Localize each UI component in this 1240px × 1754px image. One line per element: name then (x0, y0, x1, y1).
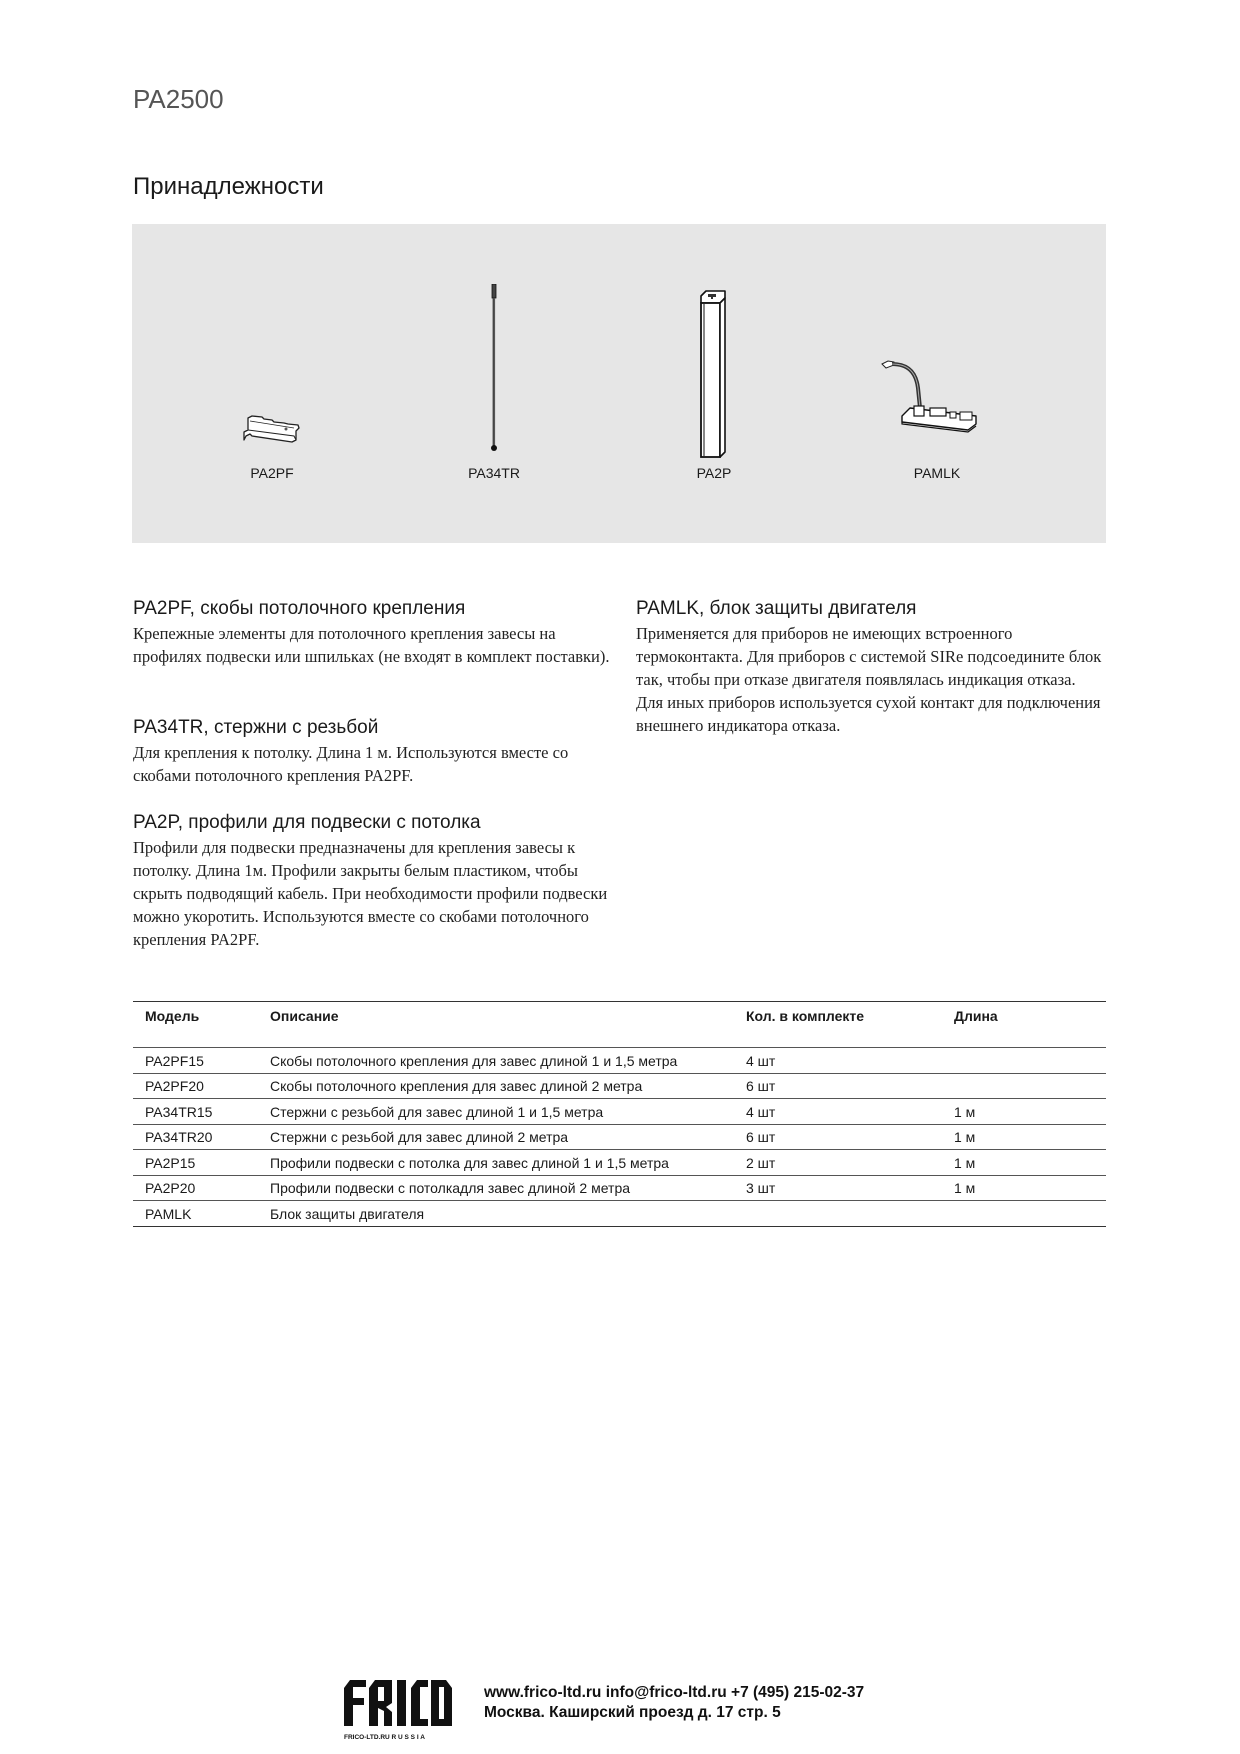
document-code: PA2500 (133, 84, 224, 114)
table-row (133, 1124, 1106, 1150)
description-heading: PA34TR, стержни с резьбой (133, 717, 379, 738)
description-heading: PAMLK, блок защиты двигателя (636, 598, 917, 619)
cell-length: 1 м (954, 1129, 976, 1146)
section-title: Принадлежности (133, 173, 324, 200)
cell-description: Скобы потолочного крепления для завес длиной 2 метра (270, 1078, 643, 1095)
table-row (133, 1099, 1106, 1125)
threaded-rod-icon (489, 284, 499, 454)
product-gallery (132, 224, 1106, 543)
cell-length: 1 м (954, 1103, 976, 1120)
table-row (133, 1150, 1106, 1176)
gallery-label-pa34tr: PA34TR (468, 465, 520, 481)
cell-description: Блок защиты двигателя (270, 1205, 425, 1222)
description-body: Крепежные элементы для потолочного крепления завесы на профилях подвески или шпильках (не входят в комплект поставки). (133, 624, 610, 666)
description-body: Для крепления к потолку. Длина 1 м. Используются вместе со скобами потолочного крепления PA2PF. (133, 743, 569, 785)
cell-length: 1 м (954, 1180, 976, 1197)
cell-description: Скобы потолочного крепления для завес длиной 1 и 1,5 метра (270, 1052, 678, 1069)
description-body: Применяется для приборов не имеющих встроенного термоконтакта. Для приборов с системой SIRe подсоедините блок так, чтобы при отказе двигателя появлялась индикация отказа. Для иных приборов используется сухой контакт для подключения внешнего индикатора отказа. (636, 624, 1102, 735)
description-pa2p (133, 811, 613, 951)
cell-description: Профили подвески с потолкадля завес длиной 2 метра (270, 1180, 631, 1197)
table-row (133, 1048, 1106, 1074)
description-pa34tr (133, 716, 613, 787)
ceiling-bracket-icon (242, 414, 304, 446)
table-header-row (133, 1002, 1106, 1048)
column-header-description: Описание (270, 1008, 339, 1024)
column-header-length: Длина (954, 1008, 998, 1024)
cell-quantity: 4 шт (746, 1103, 776, 1120)
table-row (133, 1201, 1106, 1227)
cell-model: PA34TR15 (145, 1103, 213, 1120)
cell-quantity: 6 шт (746, 1078, 776, 1095)
cell-description: Стержни с резьбой для завес длиной 2 метра (270, 1129, 569, 1146)
column-header-quantity: Кол. в комплекте (746, 1008, 865, 1024)
accessories-table (133, 1001, 1106, 1227)
column-header-model: Модель (145, 1008, 200, 1024)
footer-contact-line: www.frico-ltd.ru info@frico-ltd.ru +7 (495) 215-02-37 (484, 1684, 865, 1701)
cell-length (942, 1073, 1106, 1099)
footer-address-line: Москва. Каширский проезд д. 17 стр. 5 (484, 1704, 781, 1721)
table-row (133, 1175, 1106, 1201)
cell-model: PA2P15 (145, 1154, 196, 1171)
cell-model: PA2PF20 (145, 1078, 204, 1095)
cell-quantity: 2 шт (746, 1154, 776, 1171)
gallery-label-pa2p: PA2P (696, 465, 732, 481)
cell-quantity: 3 шт (746, 1180, 776, 1197)
suspension-profile-icon (698, 288, 728, 460)
motor-protection-board-icon (880, 352, 986, 434)
cell-length: 1 м (954, 1154, 976, 1171)
description-heading: PA2P, профили для подвески с потолка (133, 812, 481, 833)
cell-quantity: 6 шт (746, 1129, 776, 1146)
gallery-label-pamlk: PAMLK (913, 465, 961, 481)
cell-model: PAMLK (145, 1205, 192, 1222)
frico-logo (342, 1676, 454, 1742)
cell-quantity: 4 шт (746, 1052, 776, 1069)
footer-contact (484, 1683, 864, 1723)
cell-quantity (734, 1201, 942, 1227)
table-row (133, 1073, 1106, 1099)
description-pamlk (636, 597, 1106, 737)
gallery-label-pa2pf: PA2PF (250, 465, 294, 481)
cell-description: Профили подвески с потолка для завес длиной 1 и 1,5 метра (270, 1154, 669, 1171)
cell-length (942, 1048, 1106, 1074)
description-pa2pf (133, 597, 613, 668)
cell-description: Стержни с резьбой для завес длиной 1 и 1,5 метра (270, 1103, 604, 1120)
description-heading: PA2PF, скобы потолочного крепления (133, 598, 466, 619)
description-body: Профили для подвески предназначены для крепления завесы к потолку. Длина 1м. Профили закрыты белым пластиком, чтобы скрыть подводящий кабель. При необходимости профили подвески можно укоротить. Используются вместе со скобами потолочного крепления PA2PF. (133, 838, 608, 949)
cell-model: PA34TR20 (145, 1129, 213, 1146)
cell-model: PA2P20 (145, 1180, 196, 1197)
svg-text:FRICO-LTD.RU R U S S I A: FRICO-LTD.RU R U S S I A (344, 1734, 425, 1741)
cell-model: PA2PF15 (145, 1052, 204, 1069)
cell-length (942, 1201, 1106, 1227)
